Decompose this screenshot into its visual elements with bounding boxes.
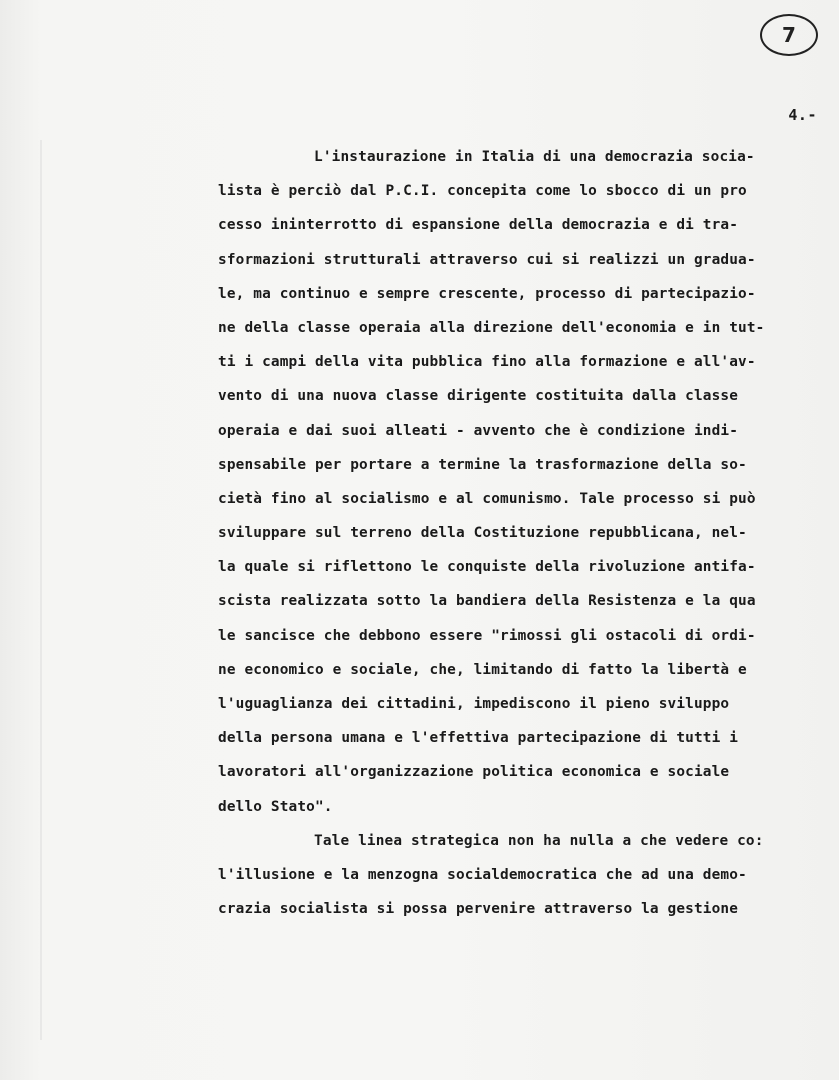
text-line: ne della classe operaia alla direzione dell'economia e in tut-	[218, 319, 765, 336]
typed-page-number: 4.-	[788, 106, 817, 124]
document-body	[218, 140, 824, 926]
text-line: la quale si riflettono le conquiste della rivoluzione antifa-	[218, 559, 756, 576]
text-line: Tale linea strategica non ha nulla a che vedere co:	[314, 832, 764, 849]
text-line: l'illusione e la menzogna socialdemocratica che ad una demo-	[218, 866, 747, 883]
text-line: L'instaurazione in Italia di una democrazia socia-	[314, 149, 755, 165]
handwritten-page-number-text: 7	[782, 23, 796, 47]
text-line: lavoratori all'organizzazione politica economica e sociale	[218, 764, 730, 781]
text-line: l'uguaglianza dei cittadini, impediscono il pieno sviluppo	[218, 696, 730, 712]
text-line: sviluppare sul terreno della Costituzione repubblicana, nel-	[218, 525, 747, 542]
text-line: sformazioni strutturali attraverso cui si realizzi un gradua-	[218, 251, 756, 268]
text-line: operaia e dai suoi alleati - avvento che è condizione indi-	[218, 422, 739, 439]
text-line: vento di una nuova classe dirigente costituita dalla classe	[218, 388, 739, 405]
text-line: ne economico e sociale, che, limitando di fatto la libertà e	[218, 661, 747, 678]
text-line: scista realizzata sotto la bandiera della Resistenza e la qua	[218, 593, 756, 610]
text-line: crazia socialista si possa pervenire attraverso la gestione	[218, 901, 739, 918]
text-line: le, ma continuo e sempre crescente, processo di partecipazio-	[218, 285, 756, 302]
text-line: dello Stato".	[218, 798, 333, 815]
text-line: spensabile per portare a termine la trasformazione della so-	[218, 456, 747, 473]
text-line: ti i campi della vita pubblica fino alla formazione e all'av-	[218, 354, 756, 371]
handwritten-page-number	[760, 14, 818, 56]
text-line: lista è perciò dal P.C.I. concepita come lo sbocco di un pro	[218, 183, 747, 200]
text-line: le sancisce che debbono essere "rimossi gli ostacoli di ordi-	[218, 627, 756, 644]
bleed-through-marks	[40, 140, 162, 1040]
text-line: cietà fino al socialismo e al comunismo. Tale processo si può	[218, 490, 756, 507]
text-line: cesso ininterrotto di espansione della democrazia e di tra-	[218, 217, 739, 234]
text-line: della persona umana e l'effettiva partecipazione di tutti i	[218, 730, 739, 747]
